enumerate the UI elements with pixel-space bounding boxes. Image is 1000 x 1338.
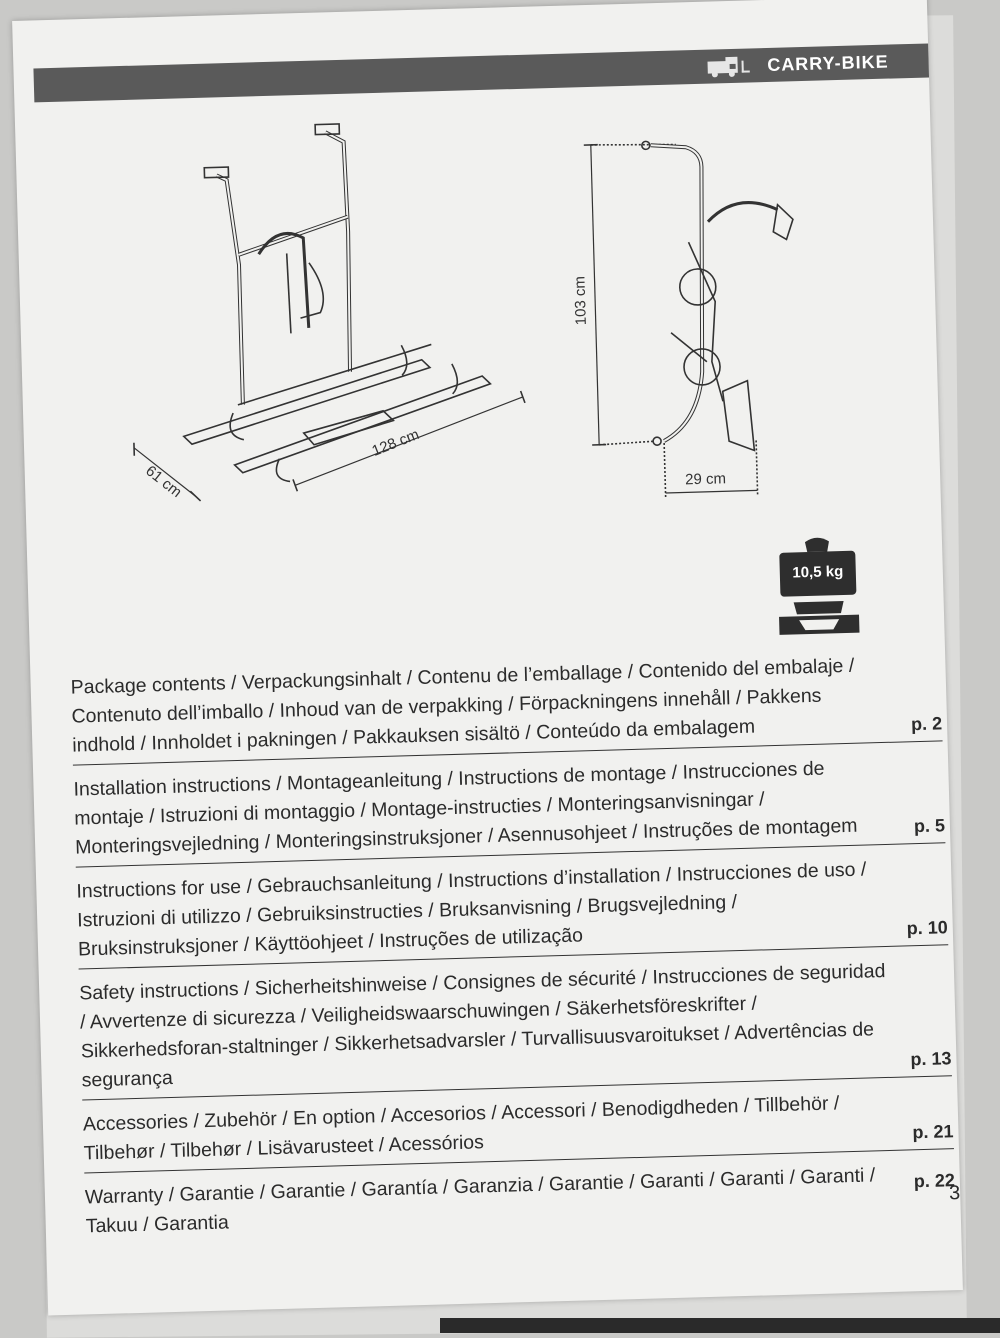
toc-entry-text: Instructions for use / Gebrauchsanleitung / Instructions d’installation / Instrucciones de uso / Istruzioni di utilizzo / Gebruiksinstructies / Bruksanvisning / Brugsvejledning / Bruksinstruksjoner / Käyttöohjeet / Instruções de utilização	[76, 858, 867, 961]
carrier-front-view	[75, 106, 566, 519]
header-title: CARRY-BIKE	[766, 51, 889, 75]
toc-entry-safety[interactable]	[79, 951, 952, 1100]
toc-entry-package-contents[interactable]	[70, 645, 942, 765]
weight-label: 10,5 kg	[792, 563, 844, 582]
height-dimension: 103 cm	[571, 275, 590, 326]
weight-icon	[767, 532, 870, 645]
toc-entry-text: Warranty / Garantie / Garantie / Garantía / Garanzia / Garantie / Garanti / Garanti / Garanti / Takuu / Garantia	[84, 1164, 876, 1238]
toc-entry-installation[interactable]	[73, 747, 945, 867]
header-bar	[33, 43, 929, 102]
toc-entry-text: Package contents / Verpackungsinhalt / Contenu de l’emballage / Contenido del embalaje / Contenuto dell’imballo / Inhoud van de verpakking / Förpackningens innehåll / Pakkens indhold / Innholdet i pakningen / Pakkauksen sisältö / Conteúdo da embalagem	[70, 654, 855, 757]
toc-page-ref: p. 22	[913, 1170, 956, 1192]
page-number: 3	[948, 1182, 961, 1205]
toc-page-ref: p. 5	[913, 815, 946, 837]
toc-page-ref: p. 2	[910, 713, 943, 735]
depth-dimension: 61 cm	[142, 462, 185, 502]
manual-page	[12, 0, 963, 1316]
toc-entry-instructions-for-use[interactable]	[76, 849, 948, 969]
table-of-contents	[70, 645, 956, 1251]
width-dimension: 29 cm	[684, 470, 727, 489]
camper-van-icon	[705, 54, 752, 77]
toc-entry-text: Safety instructions / Sicherheitshinweise / Consignes de sécurité / Instrucciones de seguridad / Avvertenze di sicurezza / Veiligheidswaarschuwingen / Säkerhetsföreskrifter / Sikkerhedsforan-staltninger / Sikkerhetsadvarsler / Turvallisuusvaroitukset / Advertências de segurança	[78, 960, 886, 1092]
length-dimension: 128 cm	[369, 425, 422, 460]
carrier-side-view	[535, 119, 806, 526]
edge-strip	[440, 1318, 1000, 1333]
toc-entry-text: Installation instructions / Montageanleitung / Instructions de montage / Instrucciones de montaje / Istruzioni di montaggio / Montage-instructies / Monteringsanvisningar / Monteringsvejledning / Monteringsinstruksjoner / Asennusohjeet / Instruções de montagem	[73, 757, 858, 859]
toc-page-ref: p. 13	[910, 1048, 952, 1070]
weight-badge	[767, 532, 870, 645]
toc-entry-text: Accessories / Zubehör / En option / Accesorios / Accessori / Benodigdheden / Tillbehör / Tilbehør / Tilbehør / Lisävarusteet / Acessórios	[82, 1092, 840, 1165]
toc-page-ref: p. 21	[912, 1121, 954, 1143]
toc-page-ref: p. 10	[906, 917, 949, 939]
